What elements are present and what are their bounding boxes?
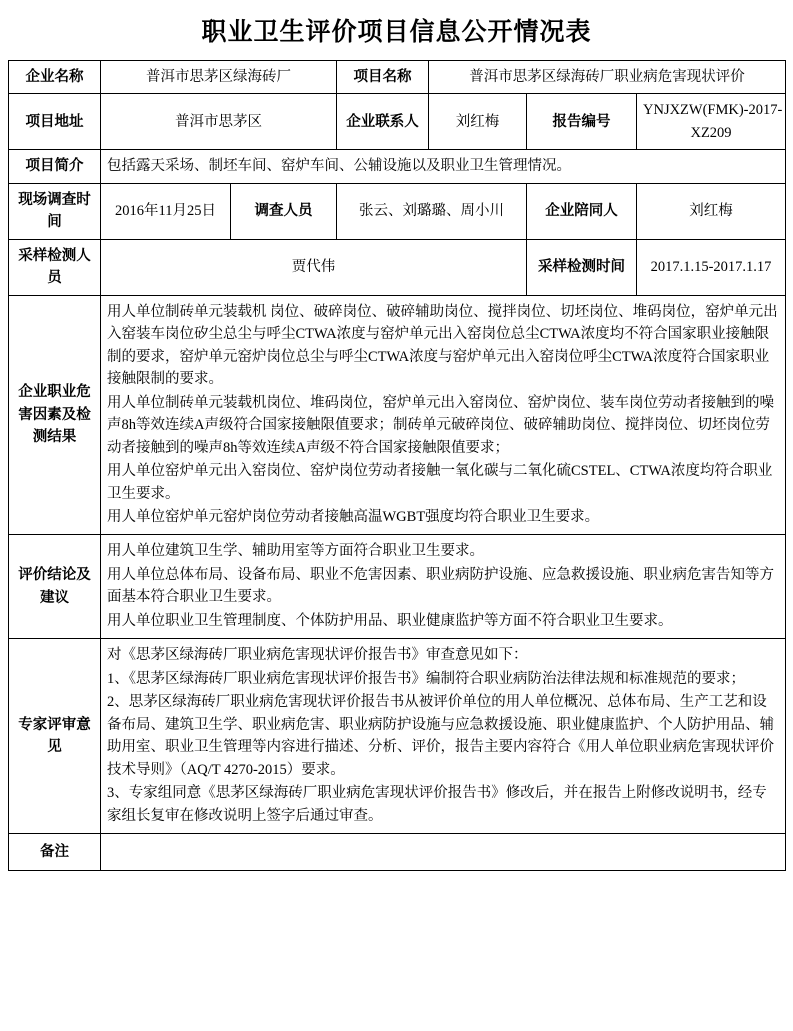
hazard-paragraph: 用人单位窑炉单元出入窑岗位、窑炉岗位劳动者接触一氧化碳与二氧化硫CSTEL、CTWA浓度均符合职业卫生要求。 <box>107 463 773 502</box>
accompany-person-label: 企业陪同人 <box>527 183 637 239</box>
remark-value <box>101 834 786 871</box>
conclusion-paragraph: 用人单位总体布局、设备布局、职业不危害因素、职业病防护设施、应急救援设施、职业病危害告知等方面基本符合职业卫生要求。 <box>107 566 774 606</box>
company-name-label: 企业名称 <box>9 61 101 94</box>
expert-paragraph: 3、专家组同意《思茅区绿海砖厂职业病危害现状评价报告书》修改后，并在报告上附修改说明书，经专家组长复审在修改说明上签字后通过审查。 <box>107 785 767 824</box>
table-row <box>9 239 786 295</box>
sampling-time-label: 采样检测时间 <box>527 239 637 295</box>
project-intro-label: 项目简介 <box>9 150 101 183</box>
accompany-person-value: 刘红梅 <box>637 183 786 239</box>
conclusion-label: 评价结论及建议 <box>9 535 101 639</box>
project-name-label: 项目名称 <box>337 61 429 94</box>
conclusion-paragraph: 用人单位建筑卫生学、辅助用室等方面符合职业卫生要求。 <box>107 543 484 560</box>
expert-review-value <box>101 639 786 834</box>
table-row <box>9 150 786 183</box>
hazard-factors-value <box>101 295 786 535</box>
expert-paragraph: 1、《思茅区绿海砖厂职业病危害现状评价报告书》编制符合职业病防治法律法规和标准规范的要求； <box>107 670 745 687</box>
hazard-paragraph: 用人单位制砖单元装载机岗位、堆码岗位，窑炉单元出入窑岗位、窑炉岗位、装车岗位劳动者接触到的噪声8h等效连续A声级符合国家接触限值要求；制砖单元破碎岗位、破碎辅助岗位、搅拌岗位、切坯岗位劳动者接触到的噪声8h等效连续A声级不符合国家接触限值要求； <box>107 394 774 456</box>
hazard-factors-label: 企业职业危害因素及检测结果 <box>9 295 101 535</box>
remark-label: 备注 <box>9 834 101 871</box>
expert-review-label: 专家评审意见 <box>9 639 101 834</box>
surveyors-value: 张云、刘璐璐、周小川 <box>337 183 527 239</box>
contact-person-value: 刘红梅 <box>429 94 527 150</box>
sampling-time-value: 2017.1.15-2017.1.17 <box>637 239 786 295</box>
info-disclosure-table <box>8 60 786 871</box>
expert-paragraph: 2、思茅区绿海砖厂职业病危害现状评价报告书从被评价单位的用人单位概况、总体布局、生产工艺和设备布局、建筑卫生学、职业病危害、职业病防护设施与应急救援设施、职业健康监护、个人防护用品、辅助用室、职业卫生管理等内容进行描述、分析、评价，报告主要内容符合《用人单位职业病危害现状评价技术导则》（AQ/T 4270-2015）要求。 <box>107 694 774 778</box>
sampling-staff-value: 贾代伟 <box>101 239 527 295</box>
table-row <box>9 834 786 871</box>
project-address-label: 项目地址 <box>9 94 101 150</box>
sampling-staff-label: 采样检测人员 <box>9 239 101 295</box>
table-row <box>9 61 786 94</box>
project-address-value: 普洱市思茅区 <box>101 94 337 150</box>
table-row <box>9 183 786 239</box>
table-row <box>9 639 786 834</box>
table-row <box>9 94 786 150</box>
table-row <box>9 535 786 639</box>
conclusion-paragraph: 用人单位职业卫生管理制度、个体防护用品、职业健康监护等方面不符合职业卫生要求。 <box>107 612 673 629</box>
table-row <box>9 295 786 535</box>
surveyors-label: 调查人员 <box>231 183 337 239</box>
report-number-value: YNJXZW(FMK)-2017-XZ209 <box>637 94 786 150</box>
company-name-value: 普洱市思茅区绿海砖厂 <box>101 61 337 94</box>
report-number-label: 报告编号 <box>527 94 637 150</box>
hazard-paragraph: 用人单位窑炉单元窑炉岗位劳动者接触高温WGBT强度均符合职业卫生要求。 <box>107 508 600 525</box>
expert-paragraph: 对《思茅区绿海砖厂职业病危害现状评价报告书》审查意见如下： <box>107 647 528 664</box>
project-intro-value: 包括露天采场、制坯车间、窑炉车间、公辅设施以及职业卫生管理情况。 <box>101 150 786 183</box>
project-name-value: 普洱市思茅区绿海砖厂职业病危害现状评价 <box>429 61 786 94</box>
survey-time-label: 现场调查时间 <box>9 183 101 239</box>
hazard-paragraph: 用人单位制砖单元装载机 岗位、破碎岗位、破碎辅助岗位、搅拌岗位、切坯岗位、堆码岗位，窑炉单元出入窑装车岗位矽尘总尘与呼尘CTWA浓度与窑炉单元出入窑岗位总尘CTWA浓度均不符合国家职业接触限制的要求，窑炉单元窑炉岗位总尘与呼尘CTWA浓度与窑炉单元出入窑岗位呼尘CTWA浓度符合国家职业接触限制的要求。 <box>107 303 778 388</box>
page-title: 职业卫生评价项目信息公开情况表 <box>201 18 592 46</box>
conclusion-value <box>101 535 786 639</box>
survey-time-value: 2016年11月25日 <box>101 183 231 239</box>
contact-person-label: 企业联系人 <box>337 94 429 150</box>
